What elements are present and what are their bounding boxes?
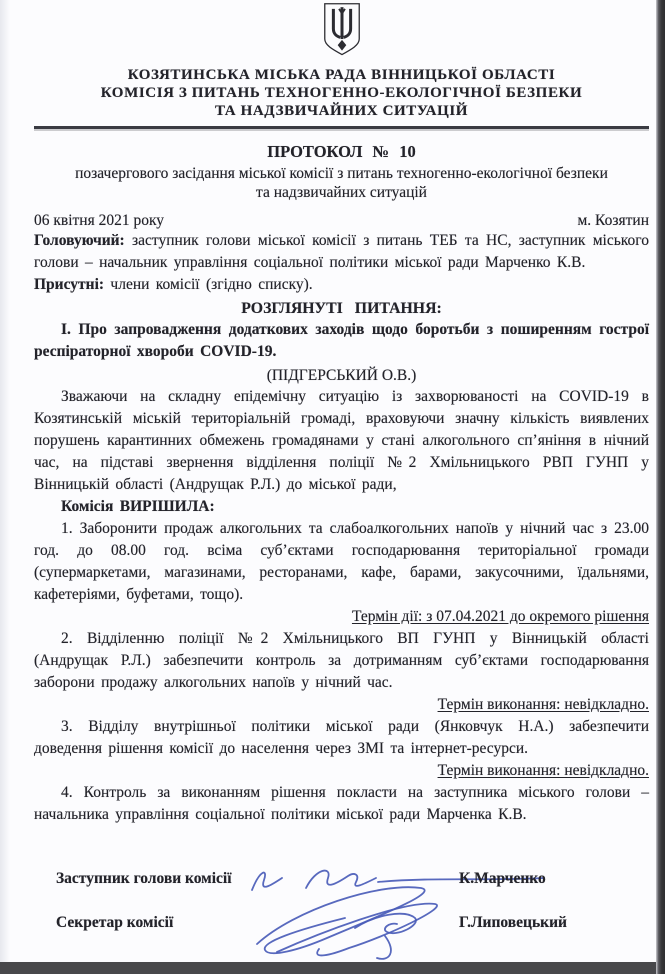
protocol-place: м. Козятин [577,212,649,229]
chair-label: Головуючий: [34,232,125,249]
signature-name-1: К.Марченко [459,870,546,887]
coat-of-arms-emblem [34,2,649,60]
resolution-item-3: 3. Відділу внутрішньої політики міської ради (Янковчук Н.А.) забезпечити доведення рішення комісії до населення через ЗМІ та інтернет-ресурси. [34,718,649,757]
decision-heading: Комісія ВИРІШИЛА: [61,498,215,515]
present-paragraph [34,274,649,296]
considered-questions-heading: РОЗГЛЯНУТІ ПИТАННЯ: [241,300,442,317]
chair-text: заступник голови міської комісії з питань ТЕБ та НС, заступник міського голови – начальник управління соціальної політики міської ради Марченко К.В. [34,232,649,271]
date-place-row [34,211,649,230]
organization-header [34,66,649,120]
resolution-term-2 [34,694,649,716]
protocol-title: ПРОТОКОЛ № 10 [267,142,416,161]
signature-name-2: Г.Липовецький [459,914,567,931]
protocol-subtitle-line1: позачергового засідання міської комісії з питань техногенно-екологічної безпеки [75,165,608,182]
org-line-2: КОМІСІЯ З ПИТАНЬ ТЕХНОГЕННО-ЕКОЛОГІЧНОЇ БЕЗПЕКИ [100,85,583,101]
resolution-item-2: 2. Відділенню поліції №2 Хмільницького ВП ГУНП у Вінницькій області (Андрущак Р.Л.) забезпечити контроль за дотриманням суб’єктами господарювання заборони продажу алкогольних напоїв у нічний час. [34,630,649,691]
protocol-date: 06 квітня 2021 року [34,212,165,229]
signature-ink-2 [239,882,484,964]
present-label: Присутні: [34,276,105,293]
scan-bottom-edge [0,962,665,974]
term-1-text: Термін дії: з 07.04.2021 до окремого рішення [351,608,649,625]
document-content [34,0,649,826]
org-line-3: ТА НАДЗВИЧАЙНИХ СИТУАЦІЙ [214,103,469,119]
org-line-1: КОЗЯТИНСЬКА МІСЬКА РАДА ВІННИЦЬКОЇ ОБЛАСТІ [127,67,556,83]
term-2-text: Термін виконання: невідкладно. [437,696,649,713]
signature-role-1: Заступник голови комісії [56,870,232,887]
scan-left-edge [0,0,10,962]
scan-right-edge [656,0,665,974]
ukraine-trident-icon [317,2,367,58]
protocol-subtitle-line2: та надзвичайних ситуацій [256,184,427,201]
question-1: І. Про запровадження додаткових заходів щодо боротьби з поширенням гострої респіраторної хвороби COVID-19. [34,321,649,360]
chair-paragraph [34,230,649,274]
resolution-term-1 [34,606,649,628]
preamble-paragraph: Зважаючи на складну епідемічну ситуацію із захворюваності на COVID-19 в Козятинській міській територіальній громаді, враховуючи значну кількість виявлених порушень карантинних обмежень громадянами у стані алкогольного сп’яніння в нічний час, на підставі звернення відділення поліції №2 Хмільницького РВП ГУНП у Вінницькій області (Андрущак Р.Л.) до міської ради, [34,388,649,493]
signature-role-2: Секретар комісії [56,914,174,931]
rapporteur-name: (ПІДГЕРСЬКИЙ О.В.) [266,367,417,384]
signature-block [34,862,649,970]
header-divider [34,126,649,129]
present-text: члени комісії (згідно списку). [104,276,313,293]
resolution-term-3 [34,760,649,782]
resolution-item-4: 4. Контроль за виконанням рішення покласти на заступника міського голови – начальника управління соціальної політики міської ради Марченка К.В. [34,784,649,823]
resolution-item-1: 1. Заборонити продаж алкогольних та слабоалкогольних напоїв у нічний час з 23.00 год. до 08.00 год. всіма суб’єктами господарювання територіальної громади (супермаркетами, магазинами, ресторанами, кафе, барами, закусочними, їдальнями, кафетеріями, буфетами, тощо). [34,520,649,603]
term-3-text: Термін виконання: невідкладно. [437,762,649,779]
